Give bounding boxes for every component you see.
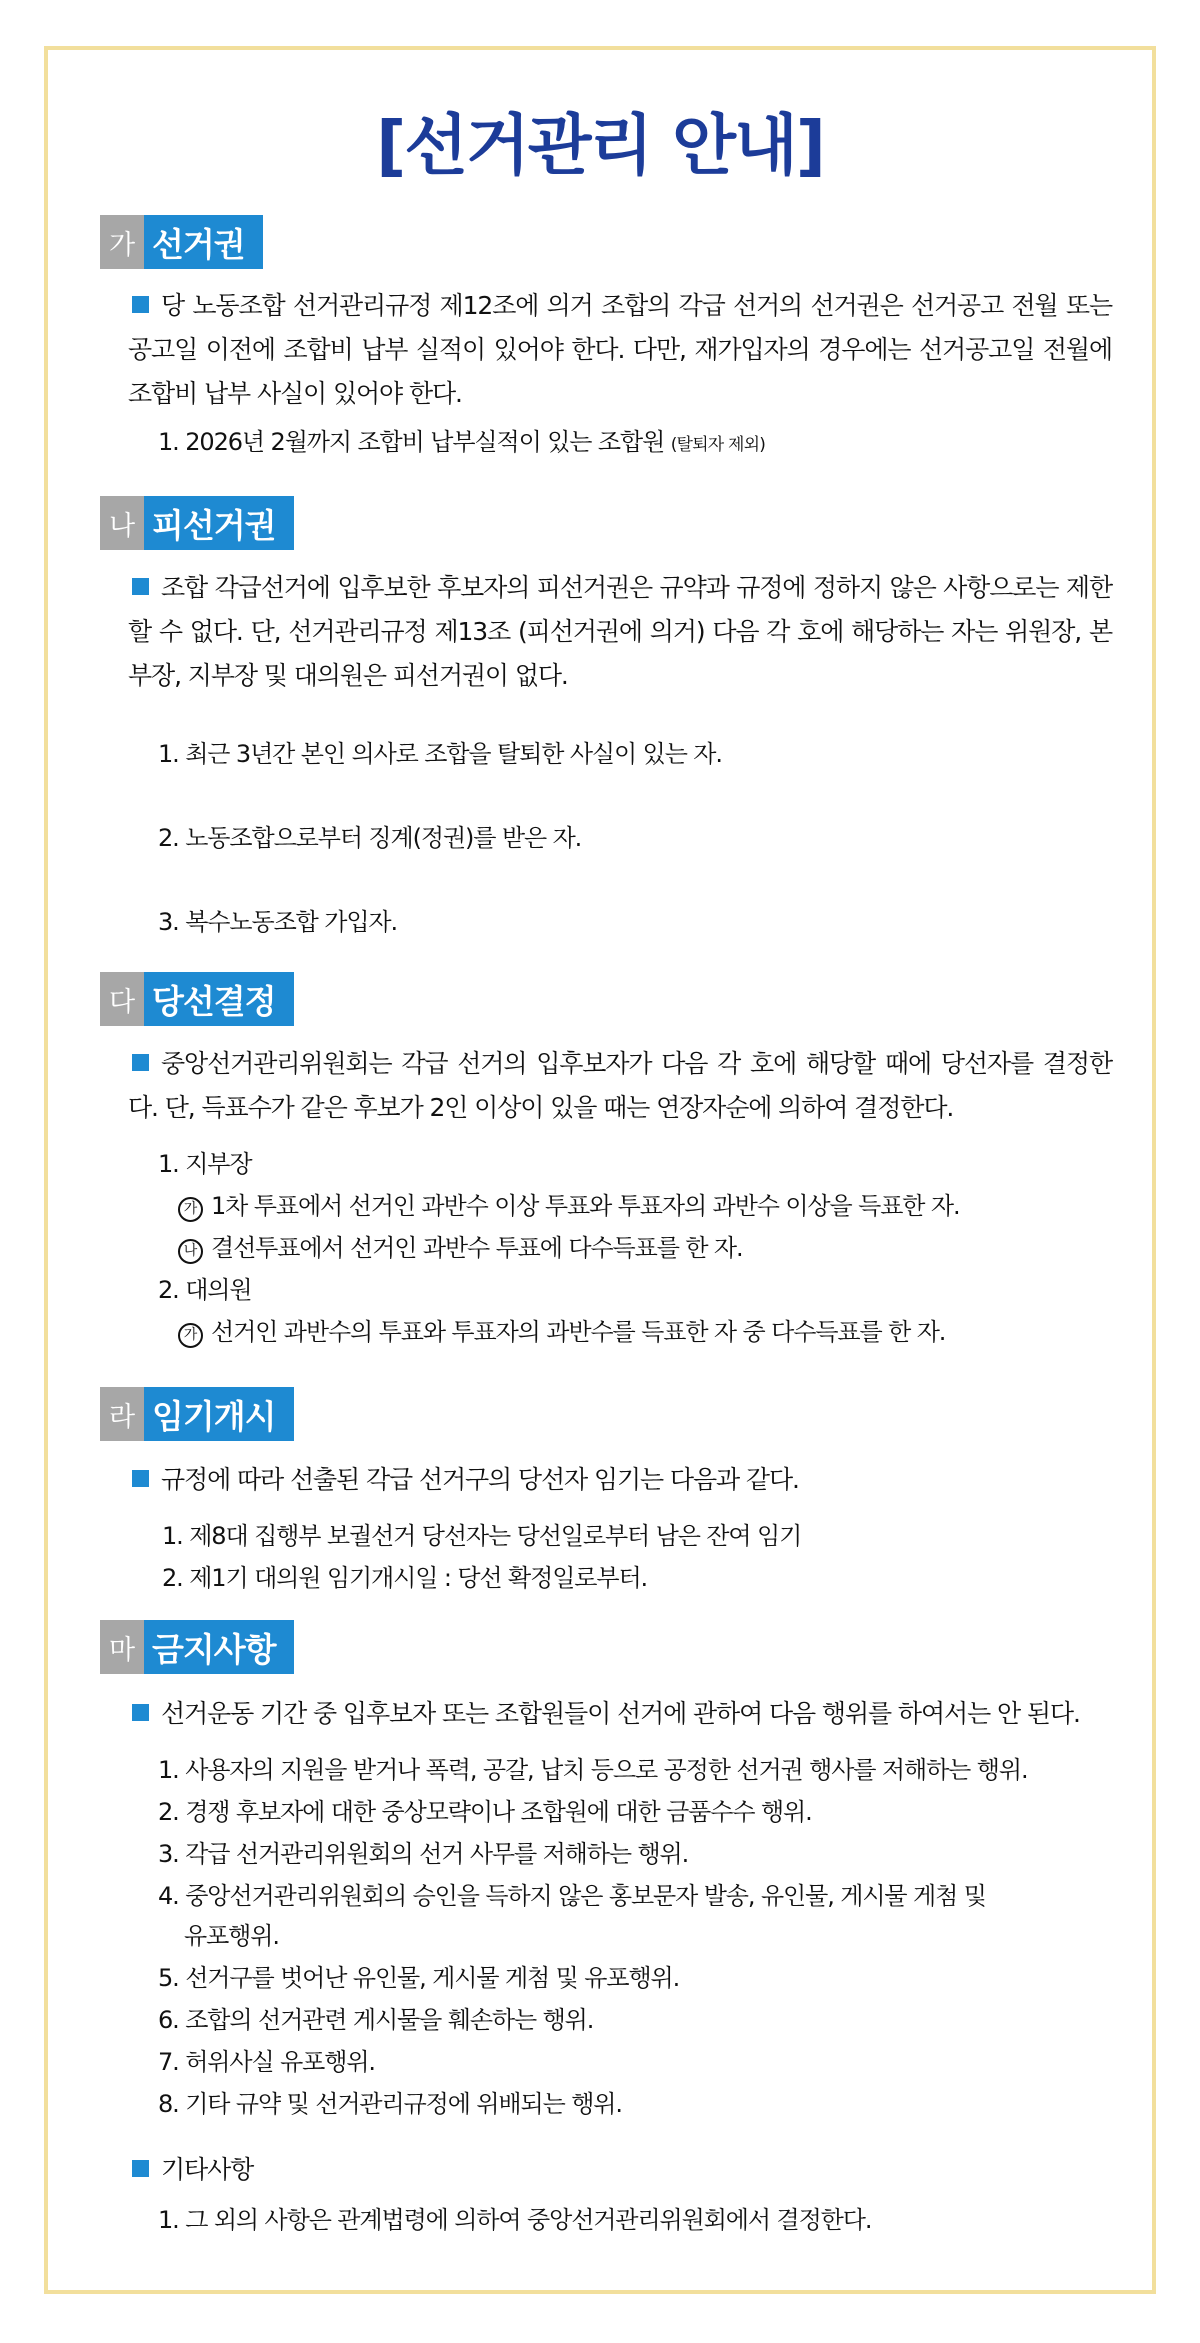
list-item: 나 결선투표에서 선거인 과반수 투표에 다수득표를 한 자. (178, 1230, 743, 1266)
list-item: 8. 기타 규약 및 선거관리규정에 위배되는 행위. (158, 2090, 622, 2118)
item-note: (탈퇴자 제외) (670, 435, 766, 455)
square-bullet-icon (132, 1470, 149, 1487)
list-item: 3. 각급 선거관리위원회의 선거 사무를 저해하는 행위. (158, 1840, 689, 1868)
list-item: 1. 사용자의 지원을 받거나 폭력, 공갈, 납치 등으로 공정한 선거권 행사를 저해하는 행위. (158, 1756, 1028, 1784)
list-item: 7. 허위사실 유포행위. (158, 2048, 375, 2076)
section-title: 피선거권 (144, 496, 294, 550)
list-item-continuation: 유포행위. (184, 1922, 279, 1950)
list-item: 1. 최근 3년간 본인 의사로 조합을 탈퇴한 사실이 있는 자. (158, 740, 722, 768)
section-header-prohibited (100, 1620, 294, 1674)
circled-mark: 가 (178, 1323, 203, 1348)
section-paragraph: 당 노동조합 선거관리규정 제12조에 의거 조합의 각급 선거의 선거권은 선거공고 전월 또는 공고일 이전에 조합비 납부 실적이 있어야 한다. 다만, 재가입자의 경우에는 선거공고일 전월에 조합비 납부 사실이 있어야 한다. (128, 291, 1112, 408)
section-title: 당선결정 (144, 972, 294, 1026)
list-item: 1. 2026년 2월까지 조합비 납부실적이 있는 조합원 (탈퇴자 제외) (158, 428, 766, 456)
section-intro: 선거운동 기간 중 입후보자 또는 조합원들이 선거에 관하여 다음 행위를 하여서는 안 된다. (132, 1696, 1080, 1732)
list-item: 2. 노동조합으로부터 징계(정권)를 받은 자. (158, 824, 582, 852)
page-title: [선거관리 안내] (376, 107, 824, 184)
square-bullet-icon (132, 2160, 149, 2177)
list-item: 5. 선거구를 벗어난 유인물, 게시물 게첨 및 유포행위. (158, 1964, 680, 1992)
square-bullet-icon (132, 578, 149, 595)
list-item: 2. 경쟁 후보자에 대한 중상모략이나 조합원에 대한 금품수수 행위. (158, 1798, 812, 1826)
section-letter: 라 (100, 1387, 144, 1441)
section-letter: 가 (100, 215, 144, 269)
list-group-title: 1. 지부장 (158, 1150, 252, 1178)
section-header-eligibility (100, 496, 294, 550)
section-intro: 규정에 따라 선출된 각급 선거구의 당선자 임기는 다음과 같다. (132, 1462, 799, 1498)
section-header-election-decision (100, 972, 294, 1026)
square-bullet-icon (132, 1704, 149, 1721)
list-item: 6. 조합의 선거관련 게시물을 훼손하는 행위. (158, 2006, 594, 2034)
section-title: 임기개시 (144, 1387, 294, 1441)
section-header-voting-right (100, 215, 263, 269)
square-bullet-icon (132, 1054, 149, 1071)
section-letter: 마 (100, 1620, 144, 1674)
circled-mark: 나 (178, 1239, 203, 1264)
list-item: 1. 그 외의 사항은 관계법령에 의하여 중앙선거관리위원회에서 결정한다. (158, 2206, 872, 2234)
list-item: 가 선거인 과반수의 투표와 투표자의 과반수를 득표한 자 중 다수득표를 한 자. (178, 1314, 945, 1350)
section-letter: 나 (100, 496, 144, 550)
list-item: 1. 제8대 집행부 보궐선거 당선자는 당선일로부터 남은 잔여 임기 (162, 1522, 802, 1550)
section-header-term-start (100, 1387, 294, 1441)
etc-label: 기타사항 (132, 2152, 253, 2188)
list-item: 가 1차 투표에서 선거인 과반수 이상 투표와 투표자의 과반수 이상을 득표한 자. (178, 1188, 960, 1224)
list-item: 4. 중앙선거관리위원회의 승인을 득하지 않은 홍보문자 발송, 유인물, 게시물 게첨 및 (158, 1882, 986, 1910)
list-group-title: 2. 대의원 (158, 1276, 252, 1304)
circled-mark: 가 (178, 1197, 203, 1222)
section-letter: 다 (100, 972, 144, 1026)
section-title: 금지사항 (144, 1620, 294, 1674)
section-title: 선거권 (144, 215, 263, 269)
section-paragraph: 중앙선거관리위원회는 각급 선거의 입후보자가 다음 각 호에 해당할 때에 당선자를 결정한다. 단, 득표수가 같은 후보가 2인 이상이 있을 때는 연장자순에 의하여 결정한다. (128, 1049, 1112, 1122)
section-paragraph: 조합 각급선거에 입후보한 후보자의 피선거권은 규약과 규정에 정하지 않은 사항으로는 제한할 수 없다. 단, 선거관리규정 제13조 (피선거권에 의거) 다음 각 호에 해당하는 자는 위원장, 본부장, 지부장 및 대의원은 피선거권이 없다. (128, 573, 1112, 690)
square-bullet-icon (132, 296, 149, 313)
list-item: 3. 복수노동조합 가입자. (158, 908, 398, 936)
list-item: 2. 제1기 대의원 임기개시일 : 당선 확정일로부터. (162, 1564, 648, 1592)
